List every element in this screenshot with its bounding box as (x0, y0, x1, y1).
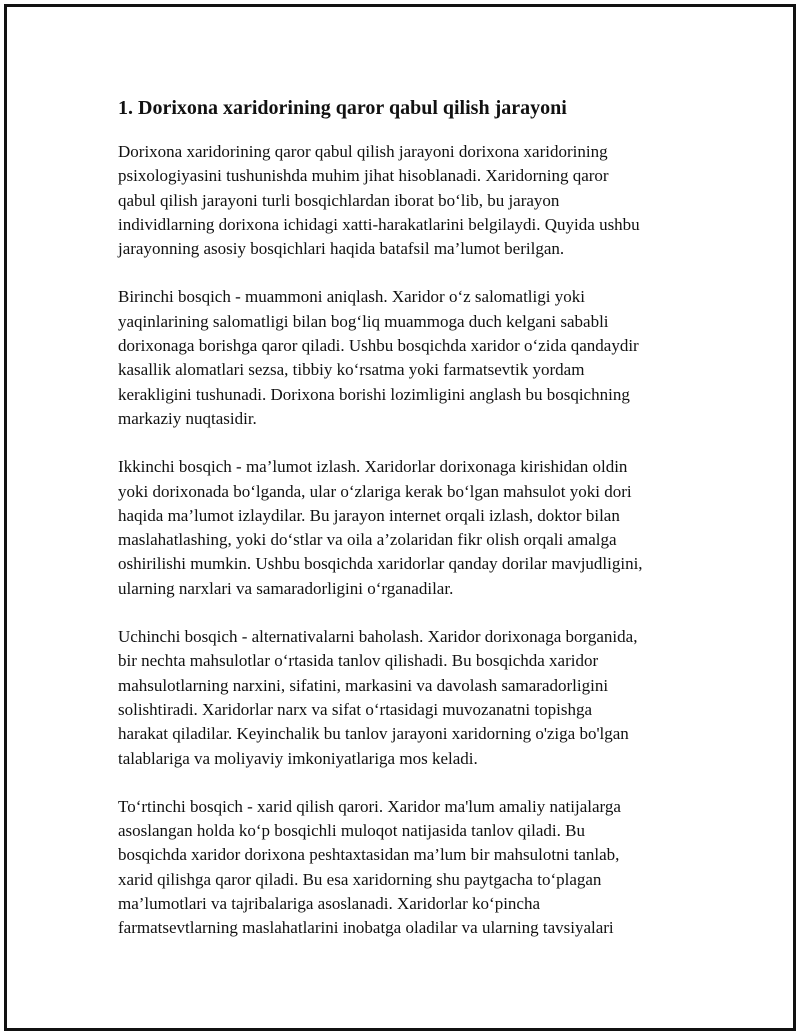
text-line: To‘rtinchi bosqich - xarid qilish qarori. Xaridor ma'lum amaliy natijalarga (118, 796, 621, 816)
text-line: kerakligini tushunadi. Dorixona borishi lozimligini anglash bu bosqichning (118, 384, 630, 404)
text-line: farmatsevtlarning maslahatlarini inobatga oladilar va ularning tavsiyalari (118, 918, 614, 938)
text-line: solishtiradi. Xaridorlar narx va sifat o‘rtasidagi muvozanatni topishga (118, 699, 592, 719)
text-line: maslahatlashing, yoki do‘stlar va oila a’zolaridan fikr olish orqali amalga (118, 530, 617, 550)
paragraph-stage-4 (118, 795, 698, 941)
text-line: xarid qilishga qaror qiladi. Bu esa xaridorning shu paytgacha to‘plagan (118, 869, 602, 889)
text-line: yaqinlarining salomatligi bilan bog‘liq muammoga duch kelgani sababli (118, 311, 609, 331)
text-line: harakat qiladilar. Keyinchalik bu tanlov jarayoni xaridorning o'ziga bo'lgan (118, 724, 629, 744)
text-line: Ikkinchi bosqich - ma’lumot izlash. Xaridorlar dorixonaga kirishidan oldin (118, 457, 628, 477)
text-line: bir nechta mahsulotlar o‘rtasida tanlov qilishadi. Bu bosqichda xaridor (118, 651, 599, 671)
text-line: psixologiyasini tushunishda muhim jihat hisoblanadi. Xaridorning qaror (118, 166, 609, 186)
text-line: kasallik alomatlari sezsa, tibbiy ko‘rsatma yoki farmatsevtik yordam (118, 360, 585, 380)
text-line: dorixonaga borishga qaror qiladi. Ushbu bosqichda xaridor o‘zida qandaydir (118, 336, 639, 356)
text-line: oshirilishi mumkin. Ushbu bosqichda xaridorlar qanday dorilar mavjudligini, (118, 554, 643, 574)
paragraph-intro (118, 140, 698, 261)
section-heading: 1. Dorixona xaridorining qaror qabul qilish jarayoni (118, 97, 567, 119)
text-line: mahsulotlarning narxini, sifatini, markasini va davolash samaradorligini (118, 675, 609, 695)
text-line: talablariga va moliyaviy imkoniyatlariga mos keladi. (118, 748, 478, 768)
text-line: jarayonning asosiy bosqichlari haqida batafsil ma’lumot berilgan. (118, 239, 565, 259)
document-body (118, 96, 698, 965)
text-line: ma’lumotlari va tajribalariga asoslanadi. Xaridorlar ko‘pincha (118, 894, 541, 914)
paragraph-stage-1 (118, 285, 698, 431)
paragraph-stage-2 (118, 455, 698, 601)
text-line: Dorixona xaridorining qaror qabul qilish jarayoni dorixona xaridorining (118, 142, 608, 161)
text-line: ularning narxlari va samaradorligini o‘rganadilar. (118, 578, 454, 598)
text-line: bosqichda xaridor dorixona peshtaxtasidan ma’lum bir mahsulotni tanlab, (118, 845, 620, 865)
text-line: asoslangan holda ko‘p bosqichli muloqot natijasida tanlov qiladi. Bu (118, 821, 585, 841)
text-line: Uchinchi bosqich - alternativalarni baholash. Xaridor dorixonaga borganida, (118, 627, 638, 647)
text-line: individlarning dorixona ichidagi xatti-harakatlarini belgilaydi. Quyida ushbu (118, 214, 640, 234)
text-line: qabul qilish jarayoni turli bosqichlardan iborat bo‘lib, bu jarayon (118, 190, 560, 210)
text-line: haqida ma’lumot izlaydilar. Bu jarayon internet orqali izlash, doktor bilan (118, 505, 620, 525)
text-line: yoki dorixonada bo‘lganda, ular o‘zlariga kerak bo‘lgan mahsulot yoki dori (118, 481, 632, 501)
text-line: markaziy nuqtasidir. (118, 408, 257, 428)
paragraph-stage-3 (118, 625, 698, 771)
text-line: Birinchi bosqich - muammoni aniqlash. Xaridor o‘z salomatligi yoki (118, 287, 585, 307)
